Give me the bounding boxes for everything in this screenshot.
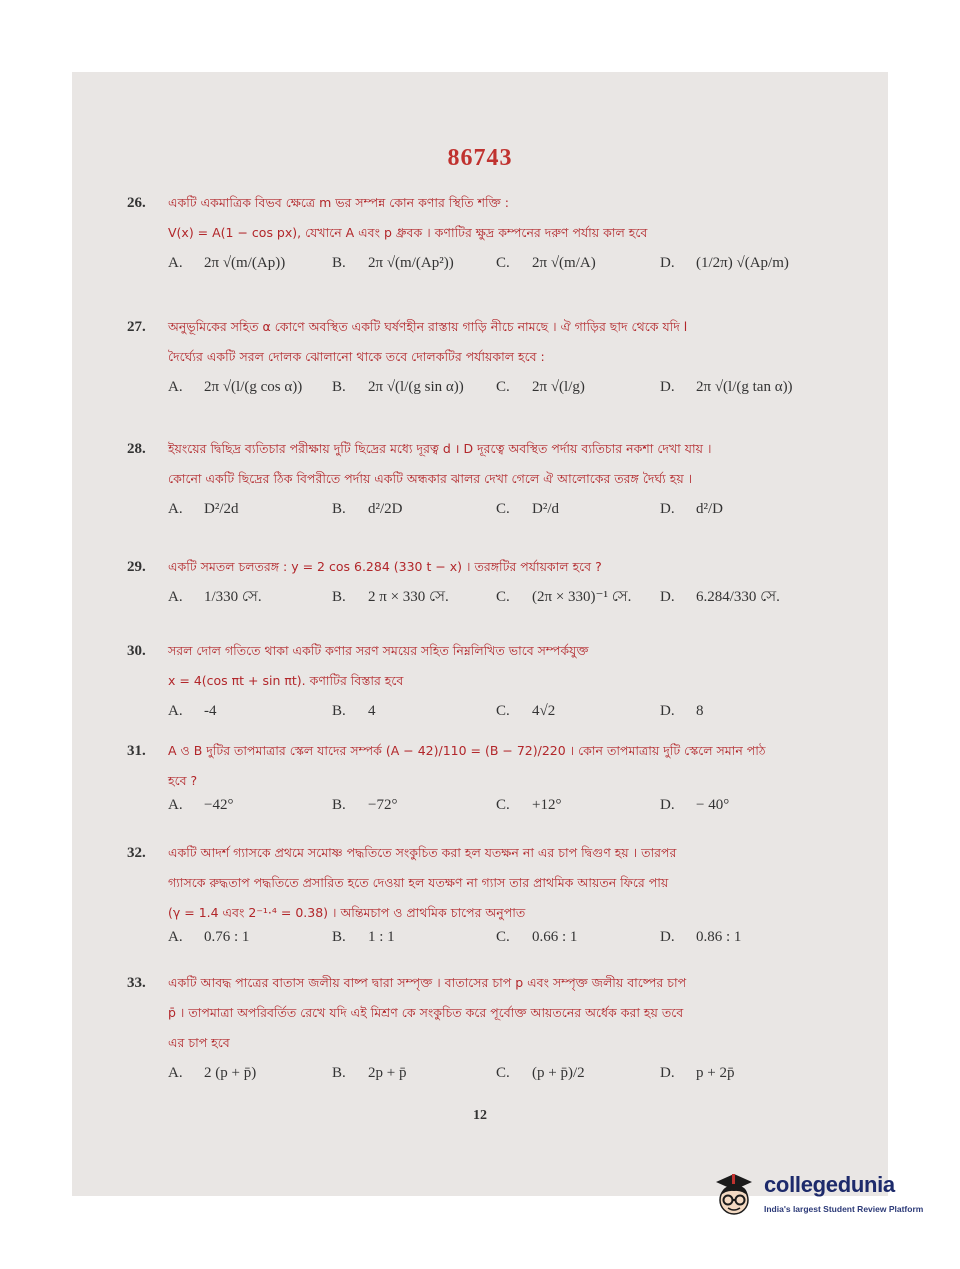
- option-d: D. 2π √(l/(g tan α)): [660, 379, 793, 395]
- question-number: 27.: [127, 319, 146, 335]
- question-27: [127, 312, 807, 412]
- option-d: D. 0.86 : 1: [660, 929, 742, 945]
- options-row: [168, 1058, 807, 1098]
- option-a: A. 2π √(l/(g cos α)): [168, 379, 303, 395]
- option-d: D. 6.284/330 সে.: [660, 589, 780, 605]
- option-c: C. 4√2: [496, 703, 556, 719]
- question-line: একটি আবদ্ধ পাত্রের বাতাস জলীয় বাষ্প দ্বারা সম্পৃক্ত । বাতাসের চাপ p এবং সম্পৃক্ত জলীয় বাষ্পের চাপ: [168, 975, 687, 990]
- question-line: এর চাপ হবে: [168, 1035, 230, 1050]
- option-c: C. D²/d: [496, 501, 559, 517]
- option-a: A. 2 (p + p̄): [168, 1065, 257, 1081]
- question-line: গ্যাসকে রুদ্ধতাপ পদ্ধতিতে প্রসারিত হতে দেওয়া হল যতক্ষণ না গ্যাস তার প্রাথমিক আয়তন ফিরে পায়: [168, 875, 669, 890]
- option-c: C. +12°: [496, 797, 562, 813]
- option-c: C. (p + p̄)/2: [496, 1065, 585, 1081]
- question-30: [127, 636, 807, 736]
- question-26: [127, 188, 807, 288]
- option-d: D. (1/2π) √(Ap/m): [660, 255, 789, 271]
- question-line: (γ = 1.4 এবং 2⁻¹·⁴ = 0.38) । অন্তিমচাপ ও প্রাথমিক চাপের অনুপাত: [168, 905, 526, 920]
- question-line: হবে ?: [168, 773, 198, 788]
- paper-code: 86743: [447, 145, 513, 171]
- option-a: A. -4: [168, 703, 217, 719]
- options-row: [168, 494, 807, 534]
- option-b: B. 2 π × 330 সে.: [332, 589, 449, 605]
- question-line: দৈর্ঘ্যের একটি সরল দোলক ঝোলানো থাকে তবে দোলকটির পর্যায়কাল হবে :: [168, 349, 545, 364]
- options-row: [168, 696, 807, 736]
- option-a: A. 0.76 : 1: [168, 929, 250, 945]
- options-row: [168, 922, 807, 962]
- options-row: [168, 790, 807, 830]
- question-number: 33.: [127, 975, 146, 991]
- option-a: A. 2π √(m/(Ap)): [168, 255, 286, 271]
- option-b: B. d²/2D: [332, 501, 403, 517]
- question-32: [127, 838, 807, 962]
- question-number: 29.: [127, 559, 146, 575]
- question-number: 30.: [127, 643, 146, 659]
- collegedunia-watermark: [706, 1164, 946, 1226]
- option-b: B. 4: [332, 703, 376, 719]
- option-c: C. 0.66 : 1: [496, 929, 578, 945]
- question-33: [127, 968, 807, 1098]
- options-row: [168, 372, 807, 412]
- question-line: p̄ । তাপমাত্রা অপরিবর্তিত রেখে যদি এই মিশ্রণ কে সংকুচিত করে পূর্বোক্ত আয়তনের অর্ধেক করা হয় তবে: [168, 1005, 684, 1020]
- question-line: একটি সমতল চলতরঙ্গ : y = 2 cos 6.284 (330 t − x) । তরঙ্গটির পর্যায়কাল হবে ?: [168, 559, 602, 574]
- option-d: D. − 40°: [660, 797, 730, 813]
- options-row: [168, 248, 807, 288]
- question-number: 32.: [127, 845, 146, 861]
- question-31: [127, 736, 807, 830]
- option-c: C. 2π √(l/g): [496, 379, 585, 395]
- option-b: B. 1 : 1: [332, 929, 395, 945]
- question-line: ইয়ংয়ের দ্বিছিদ্র ব্যতিচার পরীক্ষায় দুটি ছিদ্রের মধ্যে দূরত্ব d । D দূরত্বে অবস্থিত পর্দায় ব্যতিচার নকশা দেখা যায় ।: [168, 441, 712, 456]
- question-line: কোনো একটি ছিদ্রের ঠিক বিপরীতে পর্দায় একটি অন্ধকার ঝালর দেখা গেলে ঐ আলোকের তরঙ্গ দৈর্ঘ্য হয় ।: [168, 471, 693, 486]
- brand-name: collegedunia: [764, 1172, 895, 1197]
- options-row: [168, 582, 807, 622]
- option-b: B. −72°: [332, 797, 398, 813]
- question-line: V(x) = A(1 − cos px), যেখানে A এবং p ধ্রুবক । কণাটির ক্ষুদ্র কম্পনের দরুণ পর্যায় কাল হবে: [168, 225, 648, 240]
- option-d: D. d²/D: [660, 501, 723, 517]
- option-d: D. 8: [660, 703, 704, 719]
- option-a: A. −42°: [168, 797, 234, 813]
- page-number: 12: [473, 1108, 487, 1123]
- option-a: A. 1/330 সে.: [168, 589, 262, 605]
- question-number: 26.: [127, 195, 146, 211]
- option-b: B. 2p + p̄: [332, 1065, 407, 1081]
- graduate-mascot-icon: [706, 1170, 758, 1222]
- question-number: 28.: [127, 441, 146, 457]
- question-29: [127, 552, 807, 622]
- question-line: সরল দোল গতিতে থাকা একটি কণার সরণ সময়ের সহিত নিম্নলিখিত ভাবে সম্পর্কযুক্ত: [168, 643, 589, 658]
- option-b: B. 2π √(m/(Ap²)): [332, 255, 454, 271]
- question-number: 31.: [127, 743, 146, 759]
- question-line: একটি আদর্শ গ্যাসকে প্রথমে সমোষ্ণ পদ্ধতিতে সংকুচিত করা হল যতক্ষন না এর চাপ দ্বিগুণ হয় । তারপর: [168, 845, 677, 860]
- option-b: B. 2π √(l/(g sin α)): [332, 379, 464, 395]
- question-line: A ও B দুটির তাপমাত্রার স্কেল যাদের সম্পর্ক (A − 42)/110 = (B − 72)/220 । কোন তাপমাত্রায় দুটি স্কেলে সমান পাঠ: [168, 743, 766, 758]
- question-line: x = 4(cos πt + sin πt). কণাটির বিস্তার হবে: [168, 673, 404, 688]
- question-line: একটি একমাত্রিক বিভব ক্ষেত্রে m ভর সম্পন্ন কোন কণার স্থিতি শক্তি :: [168, 195, 509, 210]
- question-28: [127, 434, 807, 534]
- question-line: অনুভূমিকের সহিত α কোণে অবস্থিত একটি ঘর্ষণহীন রাস্তায় গাড়ি নীচে নামছে । ঐ গাড়ির ছাদ থেকে যদি l: [168, 319, 688, 334]
- option-d: D. p + 2p̄: [660, 1065, 735, 1081]
- option-c: C. 2π √(m/A): [496, 255, 596, 271]
- option-a: A. D²/2d: [168, 501, 239, 517]
- option-c: C. (2π × 330)⁻¹ সে.: [496, 589, 632, 605]
- brand-tagline: India's largest Student Review Platform: [764, 1204, 924, 1214]
